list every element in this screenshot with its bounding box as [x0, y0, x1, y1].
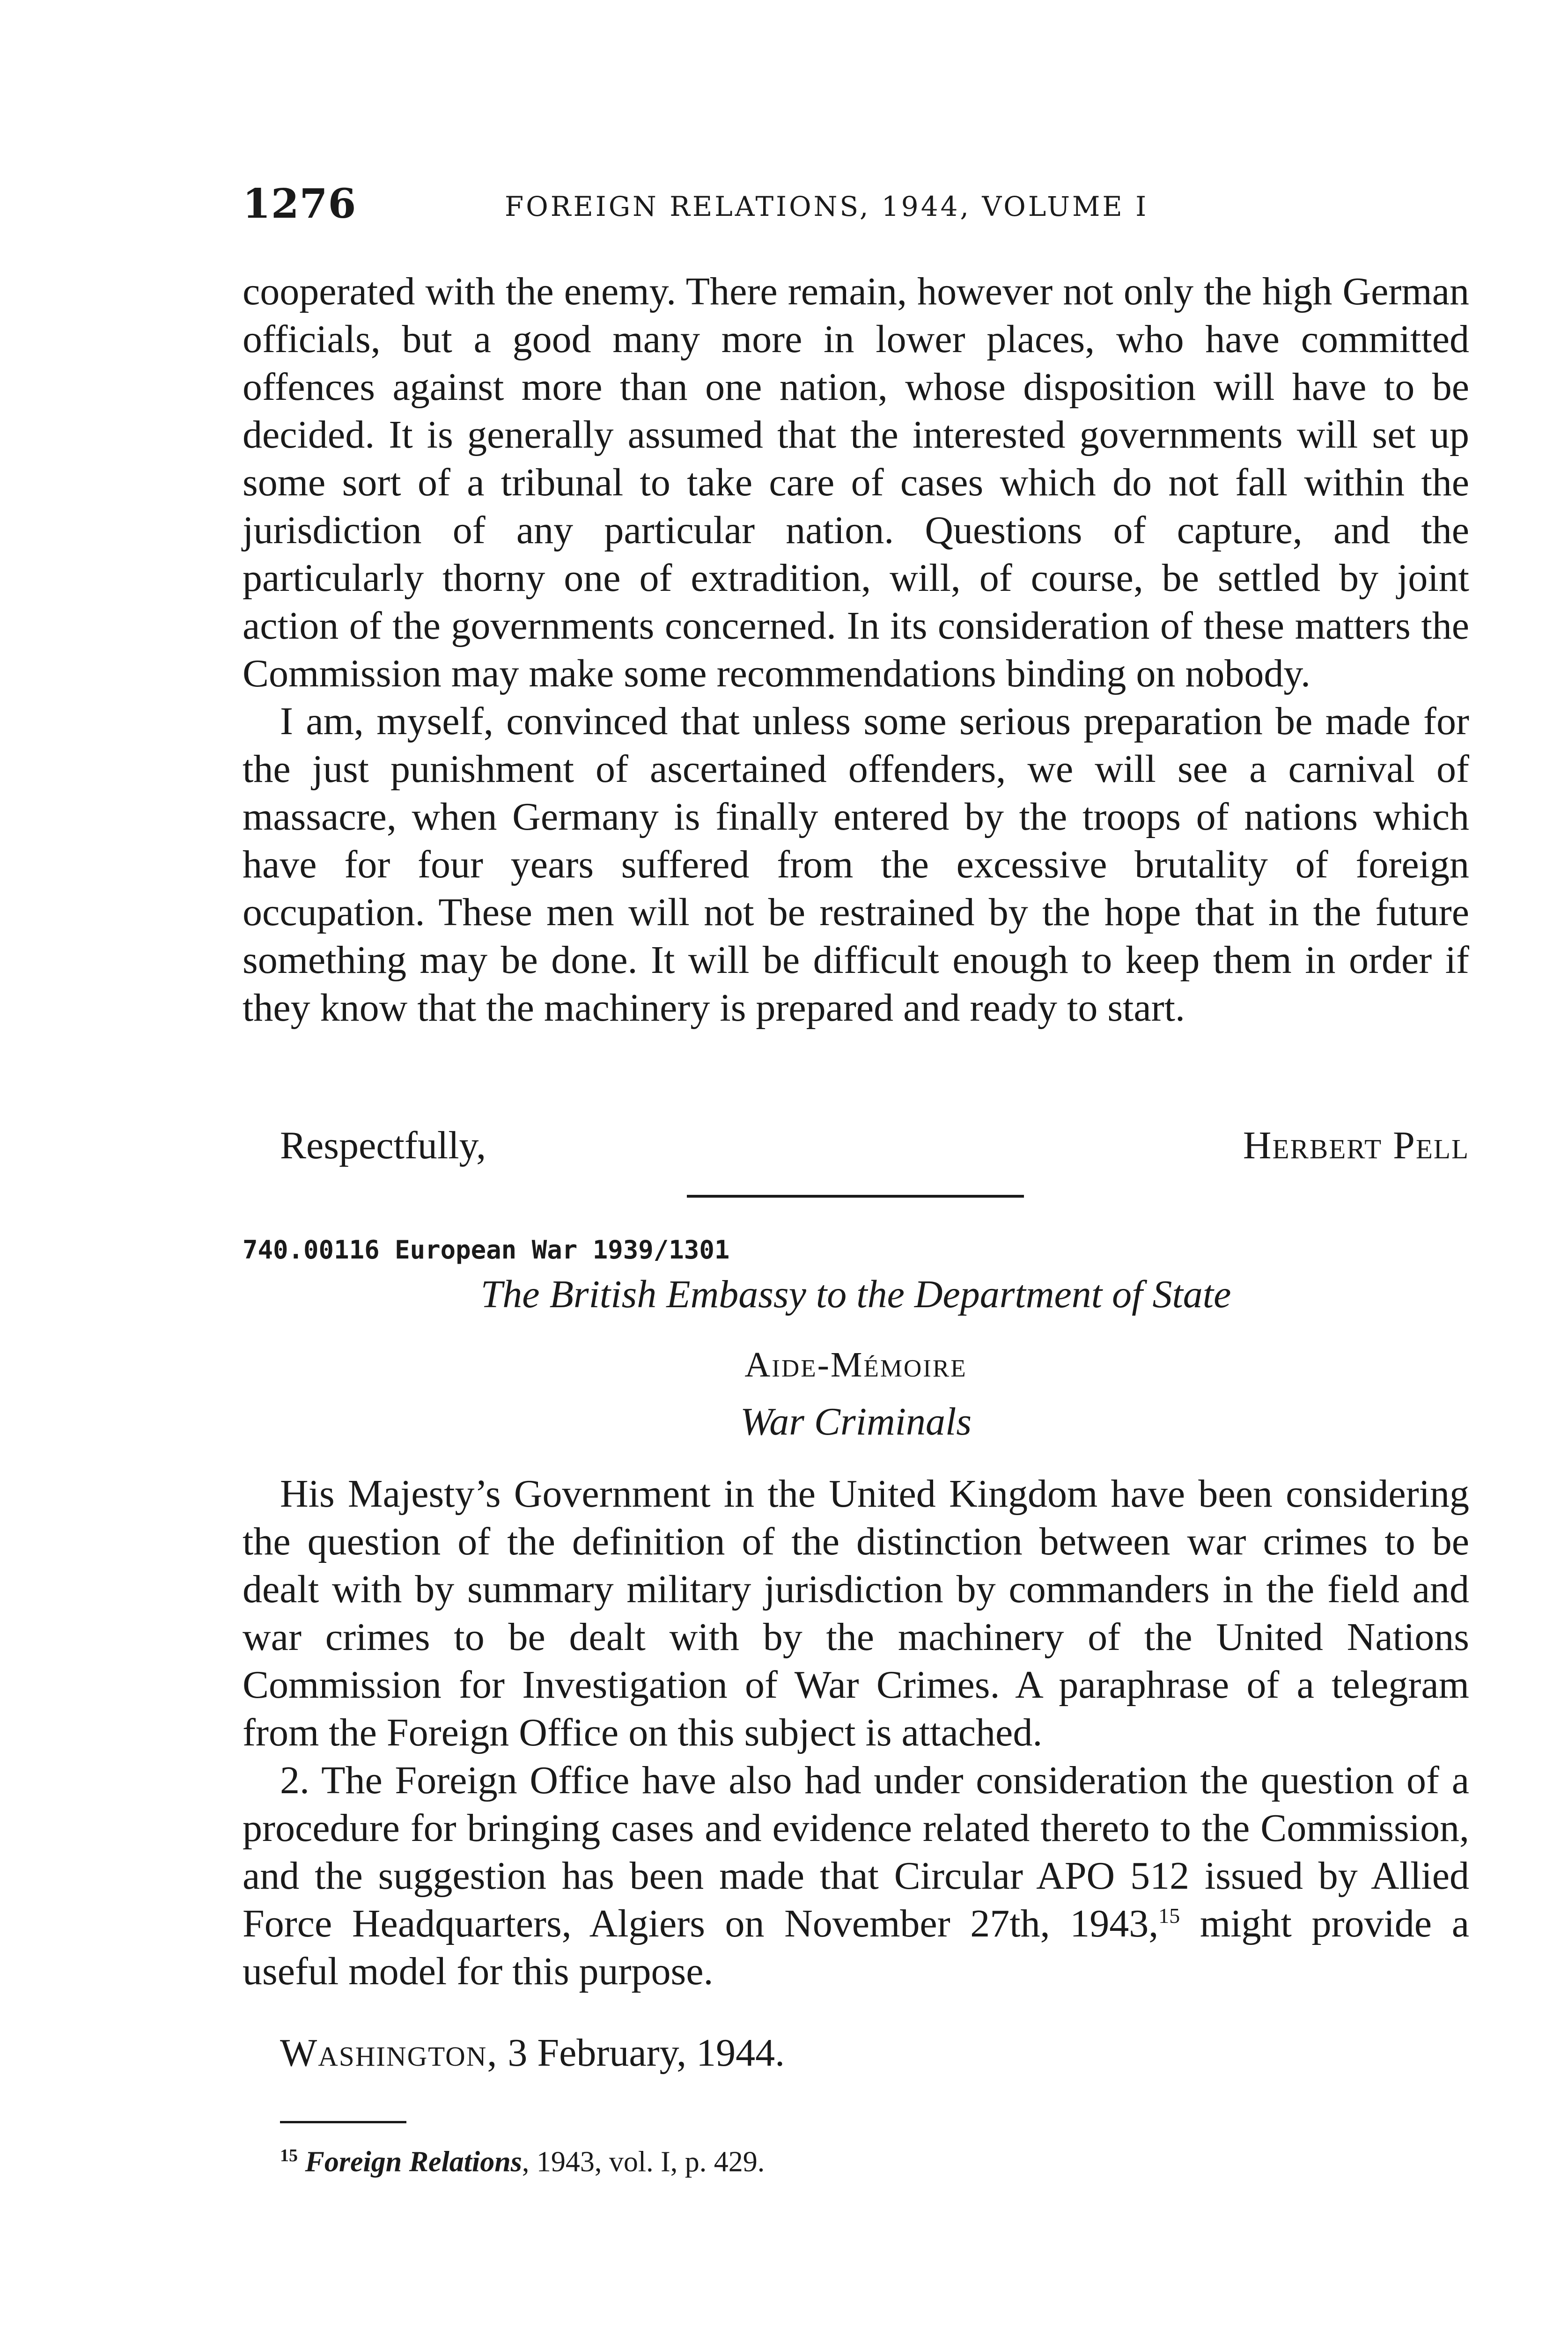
- letter-body: [243, 268, 1469, 1032]
- page-header: [243, 180, 1469, 232]
- signature: Herbert Pell: [1243, 1124, 1469, 1167]
- footnote-mark: 15: [280, 2146, 298, 2165]
- aide-memoire-body: [243, 1470, 1469, 1995]
- memo-paragraph: His Majesty’s Government in the United Kingdom have been considering the question of the definition of the distinction between war crimes to be dealt with by summary military jurisdiction by commanders in the field and war crimes to be dealt with by the machinery of the United Nations Commission for Investigation of War Crimes. A paraphrase of a telegram from the Foreign Office on this subject is attached.: [243, 1472, 1469, 1754]
- footnote-divider: [280, 2121, 406, 2123]
- footnote: [280, 2145, 765, 2179]
- memo-paragraph-text: 2. The Foreign Office have also had under consideration the question of a procedure for bringing cases and evidence related thereto to the Commission, and the suggestion has been made that Circular APO 512 issued by Allied Force Headquarters, Algiers on November 27th, 1943,: [243, 1759, 1469, 1945]
- document-type: Aide-Mémoire: [744, 1345, 967, 1384]
- dateline: [280, 2030, 785, 2076]
- file-reference: 740.00116 European War 1939/1301: [243, 1235, 730, 1265]
- memo-paragraph-tail: might provide a useful model for this purpose.: [243, 1902, 1469, 1993]
- dateline-date: 3 February, 1944.: [498, 2031, 785, 2075]
- footnote-reference[interactable]: 15: [1158, 1904, 1180, 1928]
- document-subject: War Criminals: [740, 1400, 972, 1443]
- letter-closing: [243, 1123, 1469, 1174]
- dateline-place: Washington,: [280, 2031, 498, 2075]
- document-title: The British Embassy to the Department of State: [480, 1273, 1231, 1316]
- footnote-citation: , 1943, vol. I, p. 429.: [522, 2146, 765, 2178]
- complimentary-close: Respectfully,: [280, 1124, 486, 1167]
- section-divider: [687, 1195, 1024, 1198]
- letter-paragraph: cooperated with the enemy. There remain, however not only the high German officials, but a good many more in lower places, who have committed offences against more than one nation, whose disposition will have to be decided. It is generally assumed that the interested governments will set up some sort of a tribunal to take care of cases which do not fall within the jurisdiction of any particular nation. Questions of capture, and the particularly thorny one of extradition, will, of course, be settled by joint action of the governments concerned. In its consideration of these matters the Commission may make some recommendations binding on nobody.: [243, 270, 1469, 695]
- running-head: FOREIGN RELATIONS, 1944, VOLUME I: [505, 191, 1149, 222]
- page-number: 1276: [243, 180, 357, 228]
- footnote-title: Foreign Relations: [305, 2146, 522, 2178]
- memo-paragraph: [243, 1757, 1469, 1995]
- letter-paragraph: I am, myself, convinced that unless some serious preparation be made for the just punishment of ascertained offenders, we will see a carnival of massacre, when Germany is finally entered by the troops of nations which have for four years suffered from the excessive brutality of foreign occupation. These men will not be restrained by the hope that in the future something may be done. It will be difficult enough to keep them in order if they know that the machinery is prepared and ready to start.: [243, 699, 1469, 1030]
